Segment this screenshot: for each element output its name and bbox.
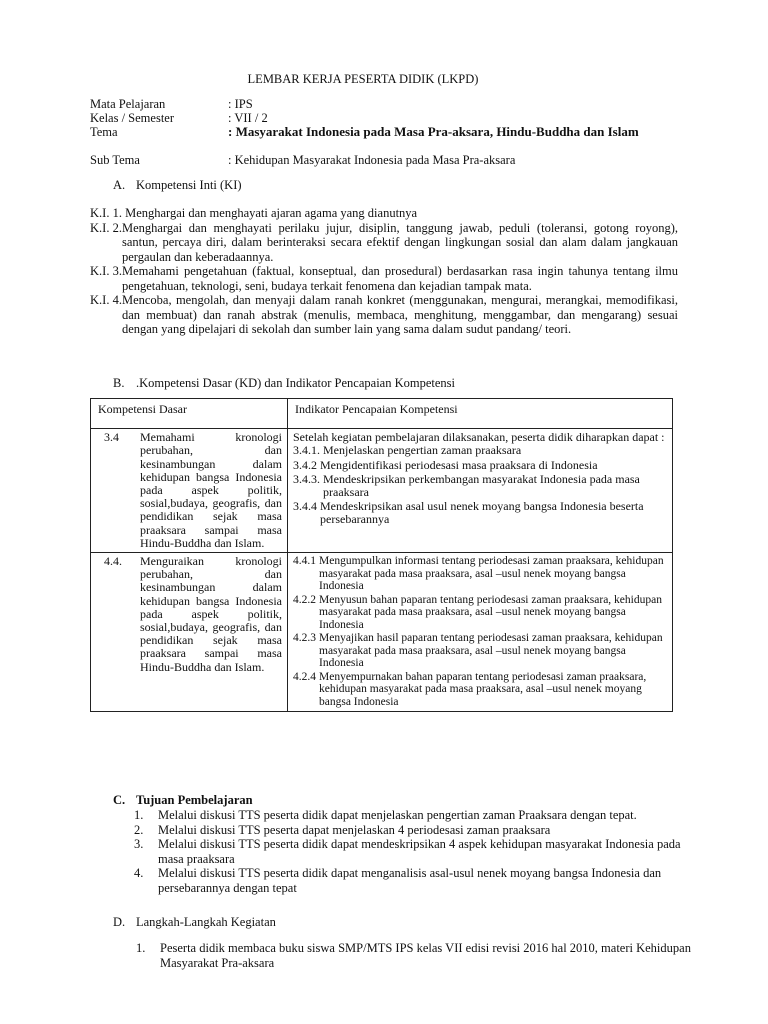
kd-text: Memahami kronologi perubahan, dan kesinambungan dalam kehidupan bangsa Indonesia pada aspek politik, sosial,budaya, geografis, dan pendidikan sejak masa praaksara sampai masa Hindu-Buddha dan Islam. — [140, 430, 282, 550]
ki-item — [90, 206, 678, 221]
list-item: 1. Peserta didik membaca buku siswa SMP/MTS IPS kelas VII edisi revisi 2016 hal 2010, materi Kehidupan Masyarakat Pra-aksara — [136, 941, 691, 970]
indicator-item: 4.2.2 Menyusun bahan paparan tentang periodesasi zaman praaksara, kehidupan masyarakat pada masa praaksara, asal –usul nenek moyang bangsa Indonesia — [293, 593, 662, 631]
ki-item — [90, 264, 678, 293]
table-row — [91, 553, 673, 712]
indicator-cell — [288, 429, 673, 553]
meta-label: Kelas / Semester — [90, 111, 175, 125]
section-title: Kompetensi Inti (KI) — [136, 178, 242, 192]
kd-number: 3.4 — [104, 430, 119, 445]
ki-text: Memahami pengetahuan (faktual, konseptual, dan prosedural) berdasarkan rasa ingin tahunya tentang ilmu pengetahuan, teknologi, seni, budaya terkait fenomena dan kejadian tampak mata. — [121, 264, 678, 293]
list-item: 2. Melalui diskusi TTS peserta dapat menjelaskan 4 periodesasi zaman praaksara — [134, 822, 551, 837]
section-letter: A. — [113, 178, 126, 192]
kd-cell — [91, 429, 288, 553]
table-row — [91, 429, 673, 553]
ki-number: K.I. 2. — [90, 220, 122, 235]
indicator-intro: Setelah kegiatan pembelajaran dilaksanakan, peserta didik diharapkan dapat : — [293, 430, 665, 445]
section-title: Langkah-Langkah Kegiatan — [136, 915, 276, 929]
document-title: LEMBAR KERJA PESERTA DIDIK (LKPD) — [247, 72, 479, 86]
indicator-item: 3.4.3. Mendeskripsikan perkembangan masyarakat Indonesia pada masa praaksara — [293, 471, 640, 500]
section-letter: C. — [113, 793, 126, 807]
indicator-cell — [288, 553, 673, 712]
ki-list — [90, 206, 678, 337]
meta-label: Tema — [90, 125, 118, 139]
section-title: .Kompetensi Dasar (KD) dan Indikator Pencapaian Kompetensi — [136, 376, 456, 390]
kd-cell — [91, 553, 288, 712]
kd-number: 4.4. — [104, 554, 122, 569]
indicator-item: 4.4.1 Mengumpulkan informasi tentang periodesasi zaman praaksara, kehidupan masyarakat pada masa praaksara, asal –usul nenek moyang bangsa Indonesia — [293, 555, 664, 593]
section-a-heading — [113, 178, 242, 193]
ki-item — [90, 221, 678, 265]
kd-text: Menguraikan kronologi perubahan, dan kesinambungan dalam kehidupan bangsa Indonesia pada aspek politik, sosial,budaya, geografis, dan pendidikan sejak masa praaksara sampai masa Hindu-Buddha dan Islam. — [140, 554, 282, 674]
meta-label: Mata Pelajaran — [90, 97, 166, 111]
table-header-cell: Indikator Pencapaian Kompetensi — [288, 399, 673, 429]
meta-value: : IPS — [228, 97, 253, 111]
indicator-item: 3.4.2 Mengidentifikasi periodesasi masa praaksara di Indonesia — [293, 457, 598, 472]
indicator-item: 3.4.1. Menjelaskan pengertian zaman praaksara — [293, 443, 522, 458]
ki-text: Menghargai dan menghayati perilaku jujur, disiplin, tanggung jawab, peduli (toleransi, gotong royong), santun, percaya diri, dalam berinteraksi secara efektif dengan lingkungan sosial dan alam dalam jangkauan pergaulan dan keberadaannya. — [121, 220, 678, 264]
section-letter: B. — [113, 376, 125, 390]
ki-number: K.I. 4. — [90, 293, 122, 307]
section-b-heading — [113, 376, 455, 391]
section-d-heading — [113, 915, 276, 930]
ki-text: Menghargai dan menghayati ajaran agama yang dianutnya — [125, 206, 418, 220]
section-title: Tujuan Pembelajaran — [136, 793, 253, 807]
ki-number: K.I. 3. — [90, 264, 122, 278]
kd-table — [90, 398, 673, 712]
meta-value: : VII / 2 — [228, 111, 268, 125]
table-header-row — [91, 399, 673, 429]
meta-value: : Kehidupan Masyarakat Indonesia pada Masa Pra-aksara — [228, 153, 516, 167]
tujuan-list — [134, 808, 694, 895]
indicator-item: 4.2.4 Menyempurnakan bahan paparan tentang periodesasi zaman praaksara, kehidupan masyarakat pada masa praaksara, asal –usul nenek moyang bangsa Indonesia — [293, 670, 647, 708]
ki-item — [90, 293, 678, 337]
list-item: 4. Melalui diskusi TTS peserta didik dapat menganalisis asal-usul nenek moyang bangsa Indonesia dan persebarannya dengan tepat — [134, 866, 662, 895]
list-item: 3. Melalui diskusi TTS peserta didik dapat mendeskripsikan 4 aspek kehidupan masyarakat Indonesia pada masa praaksara — [134, 837, 681, 866]
table-header-cell: Kompetensi Dasar — [91, 399, 288, 429]
section-letter: D. — [113, 915, 126, 929]
ki-number: K.I. 1. — [90, 206, 126, 220]
list-item: 1. Melalui diskusi TTS peserta didik dapat menjelaskan pengertian zaman Praaksara dengan tepat. — [134, 808, 637, 822]
indicator-item: 4.2.3 Menyajikan hasil paparan tentang periodesasi zaman praaksara, kehidupan masyarakat pada masa praaksara, asal –usul nenek moyang bangsa Indonesia — [293, 632, 663, 670]
meta-value: : Masyarakat Indonesia pada Masa Pra-aksara, Hindu-Buddha dan Islam — [228, 124, 639, 139]
section-c-heading — [113, 793, 253, 808]
indicator-item: 3.4.4 Mendeskripsikan asal usul nenek moyang bangsa Indonesia beserta persebarannya — [293, 499, 644, 527]
meta-label: Sub Tema — [90, 153, 140, 167]
ki-text: Mencoba, mengolah, dan menyaji dalam ranah konkret (menggunakan, mengurai, merangkai, memodifikasi, dan membuat) dan ranah abstrak (menulis, membaca, menghitung, menggambar, dan mengarang) sesuai dengan yang dipelajari di sekolah dan sumber lain yang sama dalam sudut pandang/ teori. — [121, 293, 678, 336]
langkah-list — [136, 941, 696, 970]
